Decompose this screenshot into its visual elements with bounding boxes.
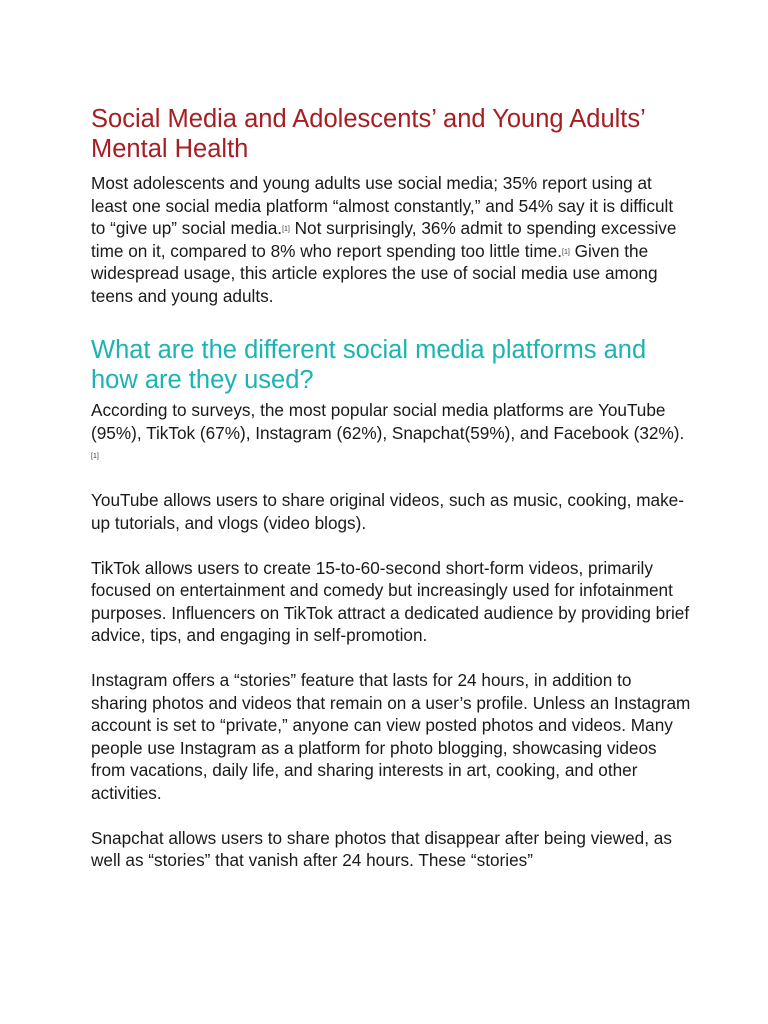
section-heading: What are the different social media platforms and how are they used? <box>91 336 647 394</box>
article-title: Social Media and Adolescents’ and Young Adults’ Mental Health <box>91 105 645 163</box>
intro-paragraph <box>91 172 691 307</box>
youtube-paragraph: YouTube allows users to share original videos, such as music, cooking, make-up tutorials, and vlogs (video blogs). <box>91 490 684 533</box>
citation-ref[interactable]: [1] <box>91 453 99 460</box>
intro-text-2: Not surprisingly, 36% admit to spending excessive time on it, compared to 8% who report spending too little time. <box>91 218 677 261</box>
citation-ref[interactable]: [1] <box>282 226 290 233</box>
platforms-paragraph <box>91 399 691 467</box>
snapchat-paragraph: Snapchat allows users to share photos that disappear after being viewed, as well as “stories” that vanish after 24 hours. These “stories” <box>91 827 672 870</box>
tiktok-paragraph: TikTok allows users to create 15-to-60-second short-form videos, primarily focused on entertainment and comedy but increasingly used for infotainment purposes. Influencers on TikTok attract a dedicated audience by providing brief advice, tips, and engaging in self-promotion. <box>91 557 690 645</box>
intro-text-1: Most adolescents and young adults use social media; 35% report using at least one social media platform “almost constantly,” and 54% say it is difficult to “give up” social media. <box>91 173 674 238</box>
document-page <box>91 104 691 872</box>
citation-ref[interactable]: [1] <box>562 248 570 256</box>
instagram-paragraph: Instagram offers a “stories” feature that lasts for 24 hours, in addition to sharing photos and videos that remain on a user’s profile. Unless an Instagram account is set to “private,” anyone can view posted photos and videos. Many people use Instagram as a platform for photo blogging, showcasing videos from vacations, daily life, and sharing interests in art, cooking, and other activities. <box>91 670 691 803</box>
platforms-text: According to surveys, the most popular social media platforms are YouTube (95%), TikTok (67%), Instagram (62%), Snapchat(59%), and Facebook (32%). <box>91 400 685 443</box>
intro-text-3: Given the widespread usage, this article explores the use of social media use among teens and young adults. <box>91 240 658 306</box>
